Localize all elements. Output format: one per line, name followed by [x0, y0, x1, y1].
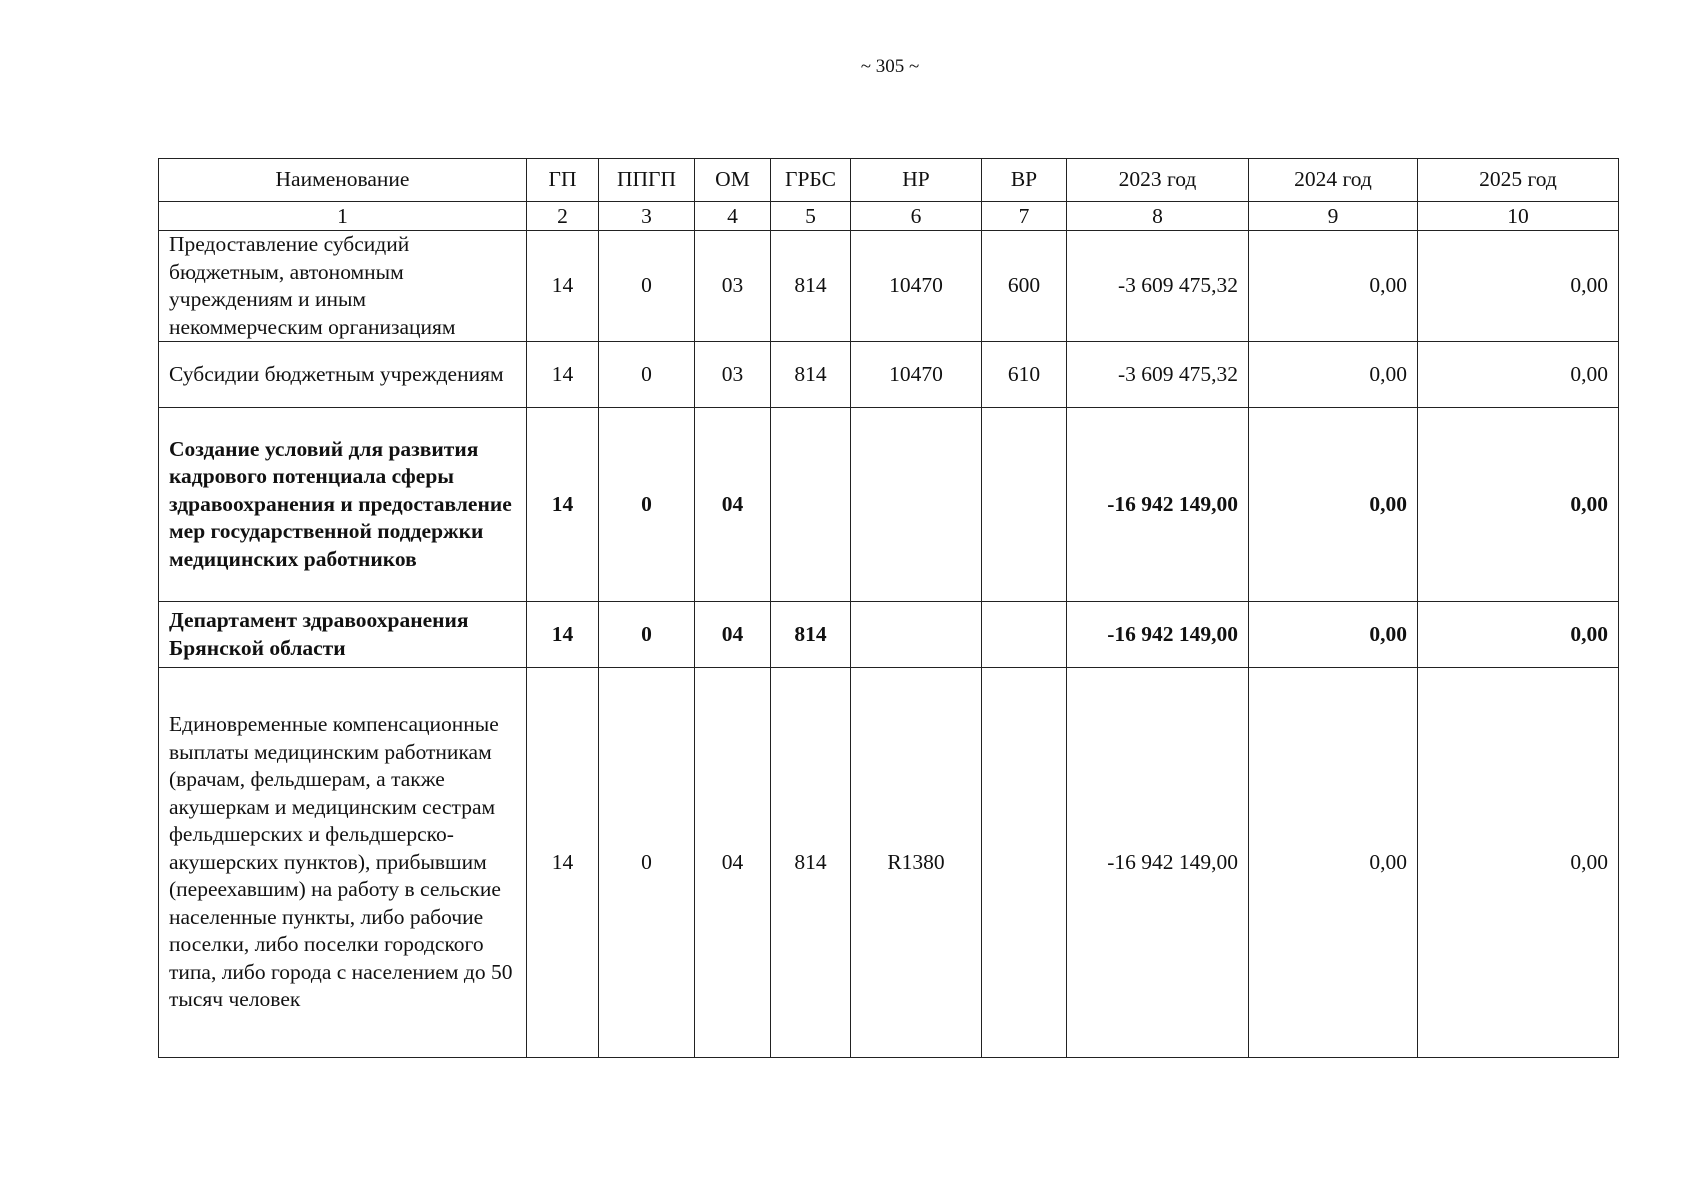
- row-grbs: 814: [771, 602, 851, 668]
- row-amount-2024: 0,00: [1249, 602, 1418, 668]
- row-vr: [982, 602, 1067, 668]
- row-gp: 14: [527, 602, 599, 668]
- row-gp: 14: [527, 231, 599, 342]
- row-name: Создание условий для развития кадрового потенциала сферы здравоохранения и предоставление мер государственной поддержки медицинских работников: [159, 408, 527, 602]
- row-amount-2025: 0,00: [1418, 231, 1619, 342]
- row-name: Предоставление субсидий бюджетным, автономным учреждениям и иным некоммерческим организациям: [159, 231, 527, 342]
- row-vr: [982, 668, 1067, 1058]
- column-number-row: [159, 202, 1619, 231]
- row-ppgp: 0: [599, 602, 695, 668]
- row-amount-2023: -3 609 475,32: [1067, 231, 1249, 342]
- row-om: 03: [695, 231, 771, 342]
- row-amount-2023: -16 942 149,00: [1067, 602, 1249, 668]
- row-gp: 14: [527, 668, 599, 1058]
- row-name: Департамент здравоохранения Брянской области: [159, 602, 527, 668]
- header-2023: 2023 год: [1067, 159, 1249, 202]
- row-ppgp: 0: [599, 342, 695, 408]
- row-amount-2023: -3 609 475,32: [1067, 342, 1249, 408]
- row-grbs: 814: [771, 342, 851, 408]
- row-amount-2024: 0,00: [1249, 668, 1418, 1058]
- row-grbs: [771, 408, 851, 602]
- row-om: 04: [695, 668, 771, 1058]
- row-amount-2025: 0,00: [1418, 408, 1619, 602]
- header-om: ОМ: [695, 159, 771, 202]
- table-row: [159, 231, 1619, 342]
- header-row: [159, 159, 1619, 202]
- header-name: Наименование: [159, 159, 527, 202]
- budget-table: [158, 158, 1619, 1058]
- header-ppgp: ППГП: [599, 159, 695, 202]
- row-amount-2024: 0,00: [1249, 342, 1418, 408]
- row-amount-2025: 0,00: [1418, 602, 1619, 668]
- row-vr: 600: [982, 231, 1067, 342]
- row-gp: 14: [527, 342, 599, 408]
- row-nr: 10470: [851, 231, 982, 342]
- header-grbs: ГРБС: [771, 159, 851, 202]
- column-number: 1: [159, 202, 527, 231]
- table-row: [159, 668, 1619, 1058]
- row-grbs: 814: [771, 668, 851, 1058]
- header-2025: 2025 год: [1418, 159, 1619, 202]
- header-vr: ВР: [982, 159, 1067, 202]
- row-amount-2025: 0,00: [1418, 342, 1619, 408]
- column-number: 6: [851, 202, 982, 231]
- column-number: 3: [599, 202, 695, 231]
- row-ppgp: 0: [599, 408, 695, 602]
- row-vr: 610: [982, 342, 1067, 408]
- row-ppgp: 0: [599, 231, 695, 342]
- row-grbs: 814: [771, 231, 851, 342]
- column-number: 8: [1067, 202, 1249, 231]
- column-number: 2: [527, 202, 599, 231]
- row-gp: 14: [527, 408, 599, 602]
- header-nr: НР: [851, 159, 982, 202]
- row-om: 04: [695, 602, 771, 668]
- row-nr: 10470: [851, 342, 982, 408]
- column-number: 7: [982, 202, 1067, 231]
- table-row: [159, 408, 1619, 602]
- row-nr: [851, 602, 982, 668]
- header-2024: 2024 год: [1249, 159, 1418, 202]
- row-nr: R1380: [851, 668, 982, 1058]
- table-row: [159, 342, 1619, 408]
- row-ppgp: 0: [599, 668, 695, 1058]
- row-amount-2024: 0,00: [1249, 408, 1418, 602]
- table-row: [159, 602, 1619, 668]
- column-number: 10: [1418, 202, 1619, 231]
- row-amount-2025: 0,00: [1418, 668, 1619, 1058]
- row-amount-2023: -16 942 149,00: [1067, 668, 1249, 1058]
- row-amount-2024: 0,00: [1249, 231, 1418, 342]
- row-name: Единовременные компенсационные выплаты медицинским работникам (врачам, фельдшерам, а также акушеркам и медицинским сестрам фельдшерских и фельдшерско-акушерских пунктов), прибывшим (переехавшим) на работу в сельские населенные пункты, либо рабочие поселки, либо поселки городского типа, либо города с населением до 50 тысяч человек: [159, 668, 527, 1058]
- row-nr: [851, 408, 982, 602]
- column-number: 5: [771, 202, 851, 231]
- column-number: 9: [1249, 202, 1418, 231]
- row-amount-2023: -16 942 149,00: [1067, 408, 1249, 602]
- header-gp: ГП: [527, 159, 599, 202]
- row-name: Субсидии бюджетным учреждениям: [159, 342, 527, 408]
- row-vr: [982, 408, 1067, 602]
- page-number: ~ 305 ~: [860, 56, 920, 77]
- column-number: 4: [695, 202, 771, 231]
- row-om: 03: [695, 342, 771, 408]
- row-om: 04: [695, 408, 771, 602]
